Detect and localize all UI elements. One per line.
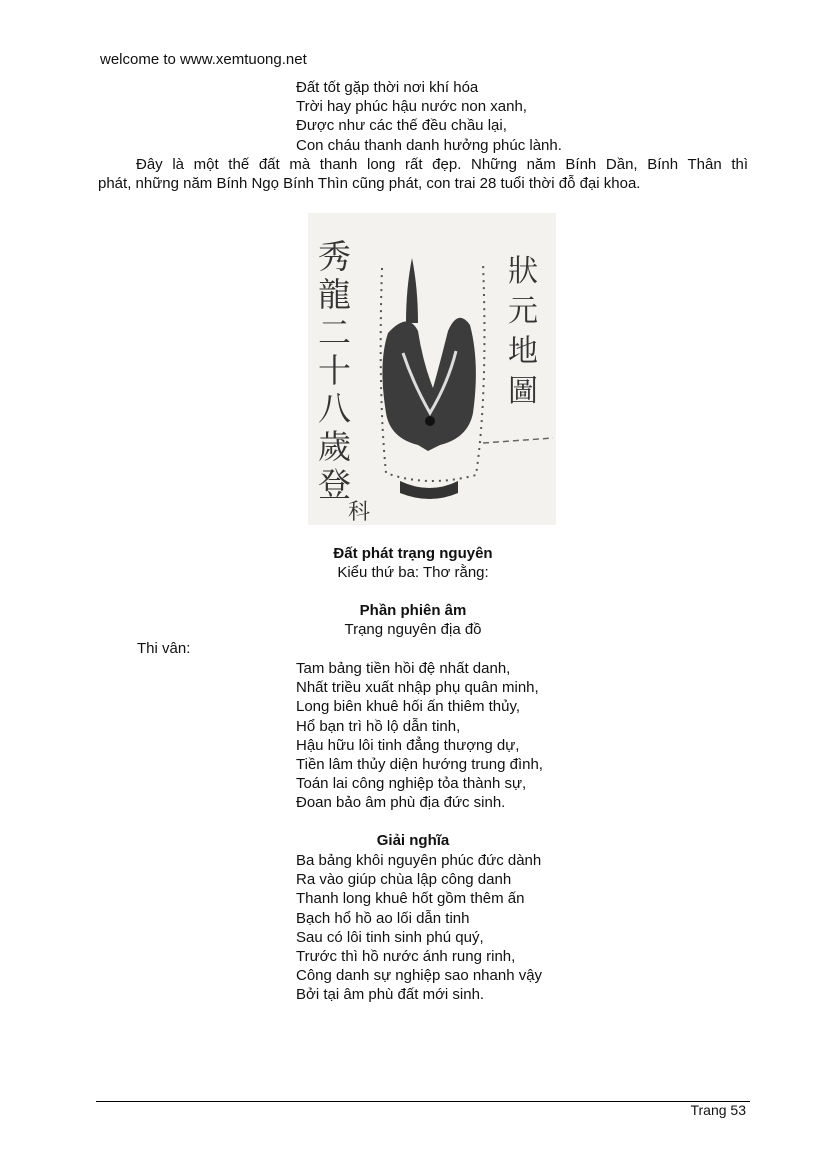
figure-glyph: 秀 [318, 237, 351, 276]
figure-glyph: 圖 [508, 374, 538, 409]
figure-glyph: 狀 [508, 254, 538, 289]
verse-line: Bạch hổ hồ ao lối dẫn tinh [296, 909, 470, 927]
page-number: Trang 53 [690, 1102, 746, 1118]
paragraph-line: Đây là một thế đất mà thanh long rất đẹp. Những năm Bính Dần, Bính Thân thì [136, 156, 748, 173]
figure-glyph: 科 [348, 500, 371, 525]
verse-line: Toán lai công nghiệp tỏa thành sự, [296, 775, 527, 793]
figure-glyph: 歲 [318, 427, 351, 466]
feng-shui-map-image [308, 213, 556, 525]
figure-caption-subtitle: Kiểu thứ ba: Thơ rằng: [337, 564, 489, 581]
verse-line: Con cháu thanh danh hưởng phúc lành. [296, 136, 562, 154]
verse-line: Trời hay phúc hậu nước non xanh, [296, 98, 527, 116]
footer-divider [96, 1101, 750, 1102]
site-header: welcome to www.xemtuong.net [100, 51, 307, 68]
figure-glyph: 元 [508, 294, 538, 329]
figure-glyph: 二 [318, 313, 351, 352]
map-illustration [308, 213, 556, 525]
verse-line: Nhất triều xuất nhập phụ quân minh, [296, 679, 539, 697]
figure-caption-title: Đất phát trạng nguyên [333, 545, 493, 562]
figure-glyph: 地 [508, 334, 538, 369]
section-heading: Giải nghĩa [376, 832, 450, 849]
verse-line: Ra vào giúp chùa lập công danh [296, 871, 512, 889]
figure-glyph: 十 [318, 351, 351, 390]
paragraph-line: phát, những năm Bính Ngọ Bính Thìn cũng phát, con trai 28 tuổi thời đỗ đại khoa. [98, 175, 641, 193]
verse-line: Bởi tại âm phù đất mới sinh. [296, 986, 485, 1004]
verse-line: Tam bảng tiền hồi đệ nhất danh, [296, 660, 511, 677]
verse-line: Đoan bảo âm phù địa đức sinh. [296, 794, 506, 812]
giai-nghia-verse [296, 851, 542, 1005]
verse-line: Đất tốt gặp thời nơi khí hóa [296, 79, 479, 96]
verse-line: Được như các thế đều chầu lại, [296, 117, 507, 135]
figure-glyph: 龍 [318, 275, 351, 314]
verse-line: Trước thì hồ nước ánh rung rinh, [296, 948, 516, 966]
section-subheading: Trạng nguyên địa đồ [344, 621, 482, 638]
body-paragraph [98, 155, 748, 193]
verse-line: Long biên khuê hối ấn thiêm thủy, [296, 698, 521, 716]
intro-verse [296, 78, 562, 155]
figure-glyph: 八 [318, 389, 351, 428]
verse-line: Hậu hữu lôi tinh đẳng thượng dự, [296, 736, 520, 754]
verse-line: Sau có lôi tinh sinh phú quý, [296, 928, 484, 946]
verse-line: Thanh long khuê hốt gồm thêm ấn [296, 890, 525, 908]
poem-label: Thi vân: [137, 640, 191, 657]
verse-line: Ba bảng khôi nguyên phúc đức dành [296, 852, 542, 869]
section-heading: Phần phiên âm [359, 602, 467, 619]
figure-glyph: 登 [318, 465, 351, 504]
verse-line: Hổ bạn trì hồ lộ dẫn tinh, [296, 717, 461, 735]
phien-am-verse [296, 659, 543, 813]
verse-line: Tiền lâm thủy diện hướng trung đình, [296, 756, 543, 774]
verse-line: Công danh sự nghiệp sao nhanh vậy [296, 967, 543, 985]
